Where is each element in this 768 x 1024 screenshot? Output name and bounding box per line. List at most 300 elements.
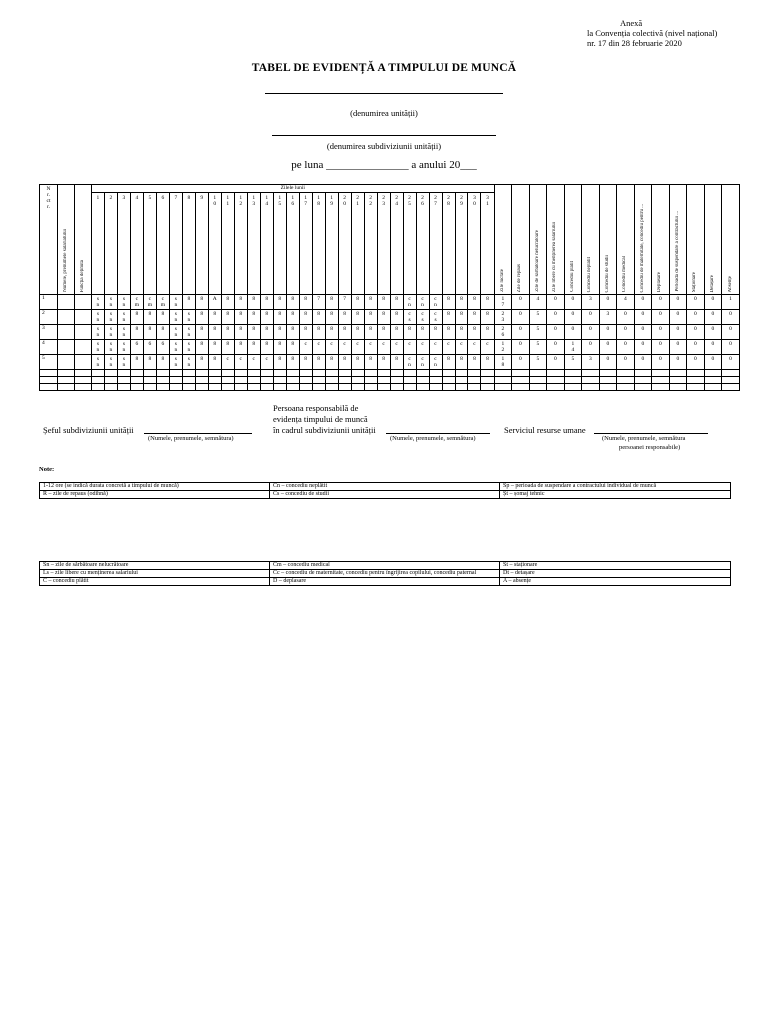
day-cell[interactable] bbox=[156, 310, 169, 325]
empty-cell[interactable] bbox=[195, 377, 208, 384]
empty-cell[interactable] bbox=[143, 384, 156, 391]
day-cell[interactable] bbox=[364, 355, 377, 370]
summary-cell[interactable] bbox=[564, 325, 582, 340]
summary-cell[interactable] bbox=[582, 340, 600, 355]
summary-cell[interactable] bbox=[547, 355, 565, 370]
employee-name-cell[interactable] bbox=[58, 355, 75, 370]
summary-cell[interactable] bbox=[494, 340, 512, 355]
day-cell[interactable] bbox=[143, 295, 156, 310]
summary-cell[interactable] bbox=[529, 325, 547, 340]
empty-cell[interactable] bbox=[312, 384, 325, 391]
empty-cell[interactable] bbox=[260, 384, 273, 391]
summary-cell[interactable] bbox=[582, 310, 600, 325]
day-cell[interactable] bbox=[286, 340, 299, 355]
day-cell[interactable] bbox=[221, 340, 234, 355]
empty-cell[interactable] bbox=[299, 377, 312, 384]
empty-cell[interactable] bbox=[442, 384, 455, 391]
day-cell[interactable] bbox=[390, 325, 403, 340]
empty-cell[interactable] bbox=[234, 384, 247, 391]
summary-cell[interactable] bbox=[687, 310, 705, 325]
summary-cell[interactable] bbox=[669, 310, 687, 325]
empty-cell[interactable] bbox=[390, 370, 403, 377]
empty-cell[interactable] bbox=[599, 384, 617, 391]
empty-cell[interactable] bbox=[286, 370, 299, 377]
empty-cell[interactable] bbox=[247, 384, 260, 391]
empty-cell[interactable] bbox=[468, 377, 481, 384]
summary-cell[interactable] bbox=[687, 355, 705, 370]
day-cell[interactable] bbox=[221, 295, 234, 310]
day-cell[interactable] bbox=[221, 325, 234, 340]
day-cell[interactable] bbox=[104, 310, 117, 325]
day-cell[interactable] bbox=[429, 340, 442, 355]
day-cell[interactable] bbox=[234, 340, 247, 355]
empty-cell[interactable] bbox=[156, 370, 169, 377]
summary-cell[interactable] bbox=[599, 340, 617, 355]
empty-cell[interactable] bbox=[312, 370, 325, 377]
summary-cell[interactable] bbox=[617, 340, 635, 355]
empty-cell[interactable] bbox=[416, 384, 429, 391]
day-cell[interactable] bbox=[390, 340, 403, 355]
summary-cell[interactable] bbox=[652, 310, 670, 325]
empty-cell[interactable] bbox=[468, 384, 481, 391]
day-cell[interactable] bbox=[325, 295, 338, 310]
day-cell[interactable] bbox=[468, 295, 481, 310]
function-cell[interactable] bbox=[75, 355, 92, 370]
empty-cell[interactable] bbox=[634, 377, 652, 384]
summary-cell[interactable] bbox=[564, 310, 582, 325]
summary-cell[interactable] bbox=[599, 295, 617, 310]
empty-cell[interactable] bbox=[143, 370, 156, 377]
day-cell[interactable] bbox=[273, 325, 286, 340]
empty-cell[interactable] bbox=[390, 377, 403, 384]
day-cell[interactable] bbox=[299, 310, 312, 325]
empty-cell[interactable] bbox=[260, 370, 273, 377]
day-cell[interactable] bbox=[286, 355, 299, 370]
day-cell[interactable] bbox=[182, 325, 195, 340]
day-cell[interactable] bbox=[143, 340, 156, 355]
day-cell[interactable] bbox=[234, 295, 247, 310]
day-cell[interactable] bbox=[182, 295, 195, 310]
summary-cell[interactable] bbox=[529, 355, 547, 370]
empty-cell[interactable] bbox=[416, 370, 429, 377]
empty-cell[interactable] bbox=[687, 384, 705, 391]
day-cell[interactable] bbox=[286, 295, 299, 310]
empty-cell[interactable] bbox=[547, 377, 565, 384]
day-cell[interactable] bbox=[351, 340, 364, 355]
day-cell[interactable] bbox=[130, 325, 143, 340]
empty-cell[interactable] bbox=[429, 384, 442, 391]
day-cell[interactable] bbox=[169, 355, 182, 370]
summary-cell[interactable] bbox=[704, 295, 722, 310]
empty-cell[interactable] bbox=[208, 377, 221, 384]
day-cell[interactable] bbox=[377, 355, 390, 370]
day-cell[interactable] bbox=[416, 310, 429, 325]
day-cell[interactable] bbox=[468, 355, 481, 370]
day-cell[interactable] bbox=[286, 325, 299, 340]
empty-cell[interactable] bbox=[704, 377, 722, 384]
day-cell[interactable] bbox=[273, 310, 286, 325]
empty-cell[interactable] bbox=[455, 377, 468, 384]
empty-cell[interactable] bbox=[351, 377, 364, 384]
summary-cell[interactable] bbox=[617, 355, 635, 370]
empty-cell[interactable] bbox=[286, 384, 299, 391]
empty-cell[interactable] bbox=[403, 370, 416, 377]
empty-cell[interactable] bbox=[634, 384, 652, 391]
empty-cell[interactable] bbox=[169, 384, 182, 391]
empty-cell[interactable] bbox=[669, 370, 687, 377]
day-cell[interactable] bbox=[312, 355, 325, 370]
empty-cell[interactable] bbox=[234, 370, 247, 377]
summary-cell[interactable] bbox=[722, 295, 740, 310]
day-cell[interactable] bbox=[364, 325, 377, 340]
day-cell[interactable] bbox=[247, 325, 260, 340]
summary-cell[interactable] bbox=[617, 325, 635, 340]
day-cell[interactable] bbox=[481, 325, 494, 340]
empty-cell[interactable] bbox=[512, 377, 530, 384]
day-cell[interactable] bbox=[130, 310, 143, 325]
empty-cell[interactable] bbox=[338, 377, 351, 384]
day-cell[interactable] bbox=[91, 325, 104, 340]
day-cell[interactable] bbox=[156, 355, 169, 370]
day-cell[interactable] bbox=[91, 355, 104, 370]
day-cell[interactable] bbox=[416, 325, 429, 340]
day-cell[interactable] bbox=[130, 355, 143, 370]
empty-cell[interactable] bbox=[143, 377, 156, 384]
summary-cell[interactable] bbox=[547, 340, 565, 355]
empty-cell[interactable] bbox=[273, 370, 286, 377]
day-cell[interactable] bbox=[403, 295, 416, 310]
day-cell[interactable] bbox=[156, 340, 169, 355]
empty-cell[interactable] bbox=[582, 370, 600, 377]
empty-cell[interactable] bbox=[91, 370, 104, 377]
day-cell[interactable] bbox=[481, 340, 494, 355]
empty-cell[interactable] bbox=[529, 384, 547, 391]
day-cell[interactable] bbox=[325, 340, 338, 355]
summary-cell[interactable] bbox=[529, 295, 547, 310]
summary-cell[interactable] bbox=[547, 310, 565, 325]
summary-cell[interactable] bbox=[722, 340, 740, 355]
empty-cell[interactable] bbox=[117, 384, 130, 391]
summary-cell[interactable] bbox=[564, 295, 582, 310]
empty-cell[interactable] bbox=[582, 384, 600, 391]
empty-cell[interactable] bbox=[652, 377, 670, 384]
summary-cell[interactable] bbox=[634, 355, 652, 370]
day-cell[interactable] bbox=[299, 325, 312, 340]
day-cell[interactable] bbox=[286, 310, 299, 325]
summary-cell[interactable] bbox=[547, 325, 565, 340]
empty-cell[interactable] bbox=[529, 377, 547, 384]
empty-cell[interactable] bbox=[75, 377, 92, 384]
empty-cell[interactable] bbox=[547, 370, 565, 377]
day-cell[interactable] bbox=[377, 325, 390, 340]
empty-cell[interactable] bbox=[429, 377, 442, 384]
day-cell[interactable] bbox=[234, 325, 247, 340]
summary-cell[interactable] bbox=[582, 325, 600, 340]
day-cell[interactable] bbox=[130, 295, 143, 310]
day-cell[interactable] bbox=[104, 325, 117, 340]
day-cell[interactable] bbox=[442, 310, 455, 325]
empty-cell[interactable] bbox=[547, 384, 565, 391]
empty-cell[interactable] bbox=[617, 377, 635, 384]
empty-cell[interactable] bbox=[195, 370, 208, 377]
summary-cell[interactable] bbox=[617, 310, 635, 325]
empty-cell[interactable] bbox=[195, 384, 208, 391]
employee-name-cell[interactable] bbox=[58, 310, 75, 325]
empty-cell[interactable] bbox=[442, 377, 455, 384]
empty-cell[interactable] bbox=[512, 384, 530, 391]
day-cell[interactable] bbox=[325, 325, 338, 340]
empty-cell[interactable] bbox=[403, 377, 416, 384]
summary-cell[interactable] bbox=[722, 325, 740, 340]
day-cell[interactable] bbox=[247, 340, 260, 355]
empty-cell[interactable] bbox=[722, 377, 740, 384]
day-cell[interactable] bbox=[182, 355, 195, 370]
day-cell[interactable] bbox=[143, 310, 156, 325]
employee-name-cell[interactable] bbox=[58, 295, 75, 310]
day-cell[interactable] bbox=[338, 340, 351, 355]
summary-cell[interactable] bbox=[512, 310, 530, 325]
summary-cell[interactable] bbox=[634, 325, 652, 340]
day-cell[interactable] bbox=[169, 295, 182, 310]
empty-cell[interactable] bbox=[669, 384, 687, 391]
summary-cell[interactable] bbox=[669, 295, 687, 310]
empty-cell[interactable] bbox=[687, 370, 705, 377]
summary-cell[interactable] bbox=[599, 310, 617, 325]
day-cell[interactable] bbox=[351, 295, 364, 310]
empty-cell[interactable] bbox=[364, 384, 377, 391]
day-cell[interactable] bbox=[338, 325, 351, 340]
summary-cell[interactable] bbox=[687, 325, 705, 340]
day-cell[interactable] bbox=[364, 295, 377, 310]
summary-cell[interactable] bbox=[669, 325, 687, 340]
empty-cell[interactable] bbox=[429, 370, 442, 377]
empty-cell[interactable] bbox=[286, 377, 299, 384]
empty-cell[interactable] bbox=[599, 377, 617, 384]
empty-cell[interactable] bbox=[273, 377, 286, 384]
day-cell[interactable] bbox=[364, 340, 377, 355]
day-cell[interactable] bbox=[195, 295, 208, 310]
summary-cell[interactable] bbox=[634, 295, 652, 310]
empty-cell[interactable] bbox=[455, 384, 468, 391]
day-cell[interactable] bbox=[312, 340, 325, 355]
day-cell[interactable] bbox=[260, 340, 273, 355]
day-cell[interactable] bbox=[260, 355, 273, 370]
empty-cell[interactable] bbox=[182, 377, 195, 384]
function-cell[interactable] bbox=[75, 295, 92, 310]
day-cell[interactable] bbox=[247, 355, 260, 370]
day-cell[interactable] bbox=[143, 355, 156, 370]
empty-cell[interactable] bbox=[722, 384, 740, 391]
empty-cell[interactable] bbox=[130, 370, 143, 377]
summary-cell[interactable] bbox=[634, 310, 652, 325]
empty-cell[interactable] bbox=[117, 370, 130, 377]
empty-cell[interactable] bbox=[442, 370, 455, 377]
empty-cell[interactable] bbox=[512, 370, 530, 377]
summary-cell[interactable] bbox=[687, 340, 705, 355]
empty-cell[interactable] bbox=[40, 377, 58, 384]
empty-cell[interactable] bbox=[599, 370, 617, 377]
empty-cell[interactable] bbox=[377, 377, 390, 384]
empty-cell[interactable] bbox=[117, 377, 130, 384]
day-cell[interactable] bbox=[442, 340, 455, 355]
empty-cell[interactable] bbox=[58, 377, 75, 384]
empty-cell[interactable] bbox=[312, 377, 325, 384]
empty-cell[interactable] bbox=[669, 377, 687, 384]
empty-cell[interactable] bbox=[564, 384, 582, 391]
day-cell[interactable] bbox=[403, 355, 416, 370]
empty-cell[interactable] bbox=[75, 384, 92, 391]
function-cell[interactable] bbox=[75, 325, 92, 340]
day-cell[interactable] bbox=[390, 355, 403, 370]
empty-cell[interactable] bbox=[617, 370, 635, 377]
empty-cell[interactable] bbox=[156, 384, 169, 391]
day-cell[interactable] bbox=[429, 295, 442, 310]
employee-name-cell[interactable] bbox=[58, 325, 75, 340]
empty-cell[interactable] bbox=[529, 370, 547, 377]
summary-cell[interactable] bbox=[512, 295, 530, 310]
summary-cell[interactable] bbox=[704, 340, 722, 355]
empty-cell[interactable] bbox=[58, 370, 75, 377]
day-cell[interactable] bbox=[403, 310, 416, 325]
empty-cell[interactable] bbox=[169, 377, 182, 384]
empty-cell[interactable] bbox=[494, 377, 512, 384]
day-cell[interactable] bbox=[117, 340, 130, 355]
day-cell[interactable] bbox=[117, 295, 130, 310]
empty-cell[interactable] bbox=[104, 370, 117, 377]
summary-cell[interactable] bbox=[599, 355, 617, 370]
day-cell[interactable] bbox=[234, 310, 247, 325]
empty-cell[interactable] bbox=[325, 370, 338, 377]
day-cell[interactable] bbox=[221, 310, 234, 325]
empty-cell[interactable] bbox=[91, 384, 104, 391]
day-cell[interactable] bbox=[312, 310, 325, 325]
day-cell[interactable] bbox=[91, 295, 104, 310]
summary-cell[interactable] bbox=[494, 355, 512, 370]
day-cell[interactable] bbox=[182, 340, 195, 355]
day-cell[interactable] bbox=[416, 355, 429, 370]
summary-cell[interactable] bbox=[564, 355, 582, 370]
day-cell[interactable] bbox=[234, 355, 247, 370]
day-cell[interactable] bbox=[117, 310, 130, 325]
summary-cell[interactable] bbox=[617, 295, 635, 310]
summary-cell[interactable] bbox=[722, 355, 740, 370]
summary-cell[interactable] bbox=[512, 340, 530, 355]
summary-cell[interactable] bbox=[652, 340, 670, 355]
day-cell[interactable] bbox=[260, 295, 273, 310]
empty-cell[interactable] bbox=[704, 384, 722, 391]
empty-cell[interactable] bbox=[325, 377, 338, 384]
day-cell[interactable] bbox=[416, 340, 429, 355]
empty-cell[interactable] bbox=[40, 370, 58, 377]
empty-cell[interactable] bbox=[104, 384, 117, 391]
empty-cell[interactable] bbox=[40, 384, 58, 391]
day-cell[interactable] bbox=[273, 355, 286, 370]
empty-cell[interactable] bbox=[299, 384, 312, 391]
day-cell[interactable] bbox=[442, 295, 455, 310]
day-cell[interactable] bbox=[442, 355, 455, 370]
empty-cell[interactable] bbox=[364, 370, 377, 377]
summary-cell[interactable] bbox=[652, 295, 670, 310]
day-cell[interactable] bbox=[169, 340, 182, 355]
empty-cell[interactable] bbox=[481, 370, 494, 377]
day-cell[interactable] bbox=[364, 310, 377, 325]
function-cell[interactable] bbox=[75, 340, 92, 355]
day-cell[interactable] bbox=[312, 325, 325, 340]
empty-cell[interactable] bbox=[722, 370, 740, 377]
empty-cell[interactable] bbox=[247, 370, 260, 377]
empty-cell[interactable] bbox=[582, 377, 600, 384]
day-cell[interactable] bbox=[260, 310, 273, 325]
summary-cell[interactable] bbox=[547, 295, 565, 310]
empty-cell[interactable] bbox=[617, 384, 635, 391]
day-cell[interactable] bbox=[338, 295, 351, 310]
empty-cell[interactable] bbox=[564, 377, 582, 384]
day-cell[interactable] bbox=[299, 340, 312, 355]
summary-cell[interactable] bbox=[494, 325, 512, 340]
empty-cell[interactable] bbox=[221, 384, 234, 391]
empty-cell[interactable] bbox=[652, 384, 670, 391]
empty-cell[interactable] bbox=[364, 377, 377, 384]
summary-cell[interactable] bbox=[582, 295, 600, 310]
summary-cell[interactable] bbox=[582, 355, 600, 370]
day-cell[interactable] bbox=[273, 295, 286, 310]
day-cell[interactable] bbox=[195, 340, 208, 355]
day-cell[interactable] bbox=[312, 295, 325, 310]
day-cell[interactable] bbox=[195, 325, 208, 340]
day-cell[interactable] bbox=[208, 355, 221, 370]
empty-cell[interactable] bbox=[104, 377, 117, 384]
summary-cell[interactable] bbox=[722, 310, 740, 325]
summary-cell[interactable] bbox=[529, 340, 547, 355]
summary-cell[interactable] bbox=[669, 355, 687, 370]
day-cell[interactable] bbox=[182, 310, 195, 325]
empty-cell[interactable] bbox=[351, 384, 364, 391]
day-cell[interactable] bbox=[130, 340, 143, 355]
summary-cell[interactable] bbox=[599, 325, 617, 340]
summary-cell[interactable] bbox=[704, 310, 722, 325]
empty-cell[interactable] bbox=[468, 370, 481, 377]
empty-cell[interactable] bbox=[390, 384, 403, 391]
day-cell[interactable] bbox=[117, 325, 130, 340]
day-cell[interactable] bbox=[403, 340, 416, 355]
empty-cell[interactable] bbox=[169, 370, 182, 377]
empty-cell[interactable] bbox=[377, 384, 390, 391]
function-cell[interactable] bbox=[75, 310, 92, 325]
empty-cell[interactable] bbox=[564, 370, 582, 377]
day-cell[interactable] bbox=[455, 355, 468, 370]
day-cell[interactable] bbox=[390, 310, 403, 325]
empty-cell[interactable] bbox=[182, 384, 195, 391]
empty-cell[interactable] bbox=[338, 384, 351, 391]
empty-cell[interactable] bbox=[494, 384, 512, 391]
empty-cell[interactable] bbox=[182, 370, 195, 377]
summary-cell[interactable] bbox=[704, 325, 722, 340]
day-cell[interactable] bbox=[429, 325, 442, 340]
summary-cell[interactable] bbox=[494, 310, 512, 325]
empty-cell[interactable] bbox=[221, 370, 234, 377]
empty-cell[interactable] bbox=[455, 370, 468, 377]
day-cell[interactable] bbox=[208, 340, 221, 355]
empty-cell[interactable] bbox=[156, 377, 169, 384]
day-cell[interactable] bbox=[104, 340, 117, 355]
summary-cell[interactable] bbox=[687, 295, 705, 310]
day-cell[interactable] bbox=[208, 310, 221, 325]
empty-cell[interactable] bbox=[338, 370, 351, 377]
empty-cell[interactable] bbox=[416, 377, 429, 384]
summary-cell[interactable] bbox=[564, 340, 582, 355]
summary-cell[interactable] bbox=[529, 310, 547, 325]
empty-cell[interactable] bbox=[58, 384, 75, 391]
